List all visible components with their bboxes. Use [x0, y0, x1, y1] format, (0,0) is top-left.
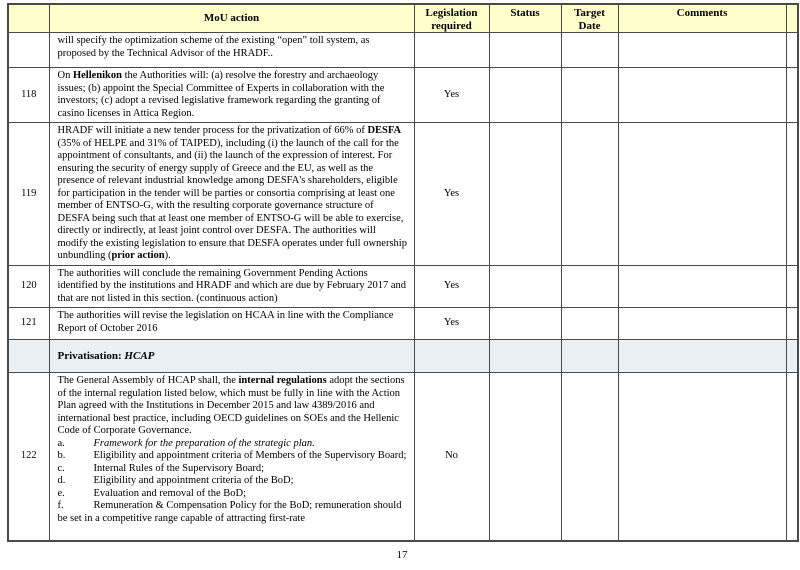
target-date-cell: [561, 340, 618, 373]
text-segment: will specify the optimization scheme of the existing “open” toll system, as proposed by the Technical Advisor of the HRADF..: [57, 35, 370, 59]
list-item: [58, 450, 408, 463]
mou-actions-table: [7, 3, 799, 542]
table-row: [8, 68, 798, 123]
mou-action-cell: [49, 308, 414, 340]
spacer-cell: [786, 123, 798, 266]
text-segment: Framework for the preparation of the strategic plan.: [93, 437, 315, 449]
mou-action-cell: [49, 340, 414, 373]
status-cell: [489, 123, 561, 266]
target-date-cell: [561, 373, 618, 541]
text-segment: ).: [164, 250, 171, 261]
target-date-cell: [561, 123, 618, 266]
text-segment: Remuneration & Compensation Policy for the BoD; remuneration should be set in a competitive range capable of attracting first-rate: [57, 500, 402, 524]
text-segment: Internal Rules of the Supervisory Board;: [93, 462, 265, 474]
column-header-mou-action: MoU action: [49, 4, 414, 33]
spacer-cell: [786, 265, 798, 308]
text-segment: The authorities will revise the legislation on HCAA in line with the Compliance Report of October 2016: [57, 310, 394, 334]
text-segment: The authorities will conclude the remaining Government Pending Actions identified by the institutions and HRADF and which are due by February 2017 and that are not listed in this section. (continuous action): [57, 267, 406, 304]
column-header-status: Status: [489, 4, 561, 33]
action-paragraph: [58, 350, 408, 363]
spacer-cell: [786, 308, 798, 340]
action-paragraph: [58, 70, 408, 120]
target-date-cell: [561, 265, 618, 308]
list-letter: f.: [57, 500, 64, 511]
spacer-cell: [786, 68, 798, 123]
table-row: [8, 308, 798, 340]
comments-cell: [618, 308, 786, 340]
section-row: [8, 340, 798, 373]
target-date-cell: [561, 68, 618, 123]
table-row: [8, 265, 798, 308]
text-segment: Hellenikon: [72, 70, 122, 81]
legislation-required-cell: Yes: [414, 68, 489, 123]
legislation-required-cell: Yes: [414, 308, 489, 340]
status-cell: [489, 340, 561, 373]
column-header-spacer: [786, 4, 798, 33]
column-header-number: [8, 4, 49, 33]
text-segment: (35% of HELPE and 31% of TAIPED), including (i) the launch of the call for the appointment of consultants, and (ii) the launch of the expression of interest. For ensuring the security of energy supply of Greece and the EU, as well as the presence of relevant industrial knowledge among DESFA's shareholders, eligible for participation in the tender will be parties or consortia comprising at least one member of ENTSO-G, with the resulting corporate governance structure of DESFA being such that at least one member of ENTSO-G will be able to exercise, directly or indirectly, at least joint control over DESFA. The authorities will modify the existing legislation to ensure that DESFA operates under full ownership unbundling (: [57, 137, 407, 261]
legislation-required-cell: Yes: [414, 265, 489, 308]
row-number-cell: 120: [8, 265, 49, 308]
list-item: [58, 488, 408, 501]
text-segment: prior action: [111, 250, 165, 261]
row-number-cell: 118: [8, 68, 49, 123]
list-letter: e.: [57, 487, 65, 499]
list-letter: a.: [57, 437, 65, 449]
text-segment: the Authorities will: (a) resolve the forestry and archaeology issues; (b) appoint the Special Committee of Experts in collaboration with the investors; (c) adopt a revised legislative framework regarding the granting of casino licenses in Attica Region.: [57, 70, 385, 119]
list-item: [58, 500, 408, 525]
row-number-cell: [8, 33, 49, 68]
mou-action-cell: [49, 68, 414, 123]
table-body: [8, 33, 798, 541]
page-number: 17: [396, 548, 408, 561]
status-cell: [489, 33, 561, 68]
legislation-required-cell: No: [414, 373, 489, 541]
column-header-comments: Comments: [618, 4, 786, 33]
status-cell: [489, 308, 561, 340]
action-paragraph: [58, 125, 408, 263]
spacer-cell: [786, 340, 798, 373]
text-segment: HCAP: [124, 349, 155, 362]
spacer-cell: [786, 33, 798, 68]
column-header-legislation-required: Legislation required: [414, 4, 489, 33]
status-cell: [489, 265, 561, 308]
comments-cell: [618, 123, 786, 266]
comments-cell: [618, 33, 786, 68]
list-letter: c.: [57, 462, 65, 474]
status-cell: [489, 373, 561, 541]
row-number-cell: 119: [8, 123, 49, 266]
spacer-cell: [786, 373, 798, 541]
mou-action-cell: [49, 33, 414, 68]
target-date-cell: [561, 33, 618, 68]
list-letter: d.: [57, 475, 66, 486]
comments-cell: [618, 340, 786, 373]
text-segment: On: [57, 70, 73, 81]
column-header-target-date: Target Date: [561, 4, 618, 33]
text-segment: adopt the sections of the internal regulation listed below, which must be fully in line with the Action Plan agreed with the Institutions in December 2015 and law 4389/2016 and international best practice, including OECD guidelines on SOEs and the Hellenic Code of Corporate Governance.: [57, 375, 405, 436]
comments-cell: [618, 373, 786, 541]
list-item: [58, 475, 408, 488]
text-segment: Eligibility and appointment criteria of Members of the Supervisory Board;: [93, 450, 407, 461]
mou-action-cell: [49, 123, 414, 266]
list-item: [58, 463, 408, 476]
mou-action-cell: [49, 265, 414, 308]
text-segment: Eligibility and appointment criteria of the BoD;: [93, 475, 294, 486]
text-segment: DESFA: [367, 125, 402, 136]
comments-cell: [618, 265, 786, 308]
text-segment: Evaluation and removal of the BoD;: [93, 487, 247, 499]
action-paragraph: [58, 35, 408, 60]
mou-action-cell: [49, 373, 414, 541]
action-paragraph: [58, 268, 408, 306]
row-number-cell: 122: [8, 373, 49, 541]
table-row: [8, 33, 798, 68]
text-segment: HRADF will initiate a new tender process for the privatization of 66% of: [57, 125, 368, 136]
table-row: [8, 123, 798, 266]
list-item: [58, 438, 408, 451]
table-header: [8, 4, 798, 33]
legislation-required-cell: Yes: [414, 123, 489, 266]
action-paragraph: [58, 375, 408, 438]
list-letter: b.: [57, 450, 66, 461]
text-segment: The General Assembly of HCAP shall, the: [57, 375, 239, 386]
legislation-required-cell: [414, 33, 489, 68]
text-segment: internal regulations: [238, 375, 327, 386]
row-number-cell: [8, 340, 49, 373]
legislation-required-cell: [414, 340, 489, 373]
row-number-cell: 121: [8, 308, 49, 340]
table-row: [8, 373, 798, 541]
header-row: [8, 4, 798, 33]
action-paragraph: [58, 310, 408, 335]
target-date-cell: [561, 308, 618, 340]
comments-cell: [618, 68, 786, 123]
status-cell: [489, 68, 561, 123]
text-segment: Privatisation:: [57, 349, 125, 362]
